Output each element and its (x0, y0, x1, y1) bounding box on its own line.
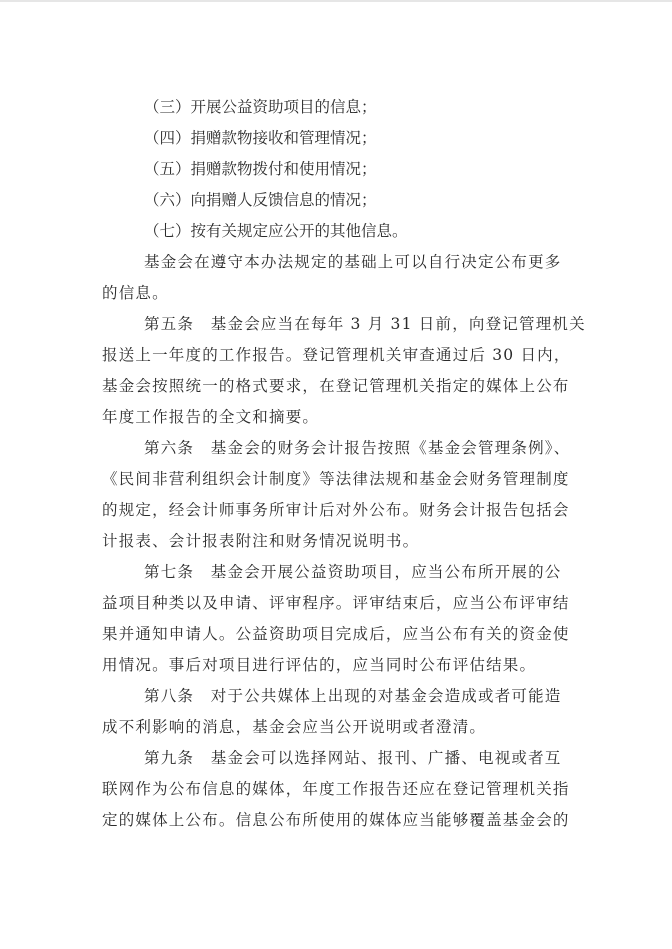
paragraph-line: 益项目种类以及申请、评审程序。评审结束后，应当公布评审结 (102, 594, 570, 612)
paragraph-line: 第五条 基金会应当在每年 3 月 31 日前，向登记管理机关 (144, 315, 586, 333)
article-7-paragraph (102, 557, 572, 681)
paragraph-line: 《民间非营利组织会计制度》等法律法规和基金会财务管理制度 (102, 470, 570, 488)
paragraph-line: 计报表、会计报表附注和财务情况说明书。 (102, 532, 420, 550)
page-top-border (0, 0, 672, 2)
paragraph-line: 基金会按照统一的格式要求，在登记管理机关指定的媒体上公布 (102, 377, 570, 395)
list-item: （四）捐赠款物接收和管理情况； (144, 129, 377, 147)
paragraph (102, 247, 572, 309)
paragraph-line: 年度工作报告的全文和摘要。 (102, 408, 320, 426)
list-item: （六）向捐赠人反馈信息的情况； (144, 191, 377, 209)
paragraph-line: 定的媒体上公布。信息公布所使用的媒体应当能够覆盖基金会的 (102, 811, 570, 829)
paragraph-line: 第八条 对于公共媒体上出现的对基金会造成或者可能造 (144, 687, 562, 705)
document-page (102, 92, 586, 836)
paragraph-line: 用情况。事后对项目进行评估的，应当同时公布评估结果。 (102, 656, 537, 674)
article-6-paragraph (102, 433, 572, 557)
paragraph-line: 成不利影响的消息，基金会应当公开说明或者澄清。 (102, 718, 487, 736)
paragraph-line: 的规定，经会计师事务所审计后对外公布。财务会计报告包括会 (102, 501, 570, 519)
article-5-paragraph (102, 309, 586, 433)
paragraph-line: 第六条 基金会的财务会计报告按照《基金会管理条例》、 (144, 439, 571, 457)
paragraph-line: 报送上一年度的工作报告。登记管理机关审查通过后 30 日内， (102, 346, 571, 364)
paragraph-line: 基金会在遵守本办法规定的基础上可以自行决定公布更多 (144, 253, 562, 271)
article-8-paragraph (102, 681, 572, 743)
list-item: （七）按有关规定应公开的其他信息。 (144, 222, 408, 240)
article-9-paragraph (102, 743, 572, 836)
list-item: （五）捐赠款物拨付和使用情况； (144, 160, 377, 178)
paragraph-line: 果并通知申请人。公益资助项目完成后，应当公布有关的资金使 (102, 625, 570, 643)
paragraph-line: 的信息。 (102, 284, 169, 302)
paragraph-line: 第九条 基金会可以选择网站、报刊、广播、电视或者互 (144, 749, 562, 767)
paragraph-line: 第七条 基金会开展公益资助项目，应当公布所开展的公 (144, 563, 562, 581)
paragraph-line: 联网作为公布信息的媒体，年度工作报告还应在登记管理机关指 (102, 780, 570, 798)
list-item: （三）开展公益资助项目的信息； (144, 98, 377, 116)
